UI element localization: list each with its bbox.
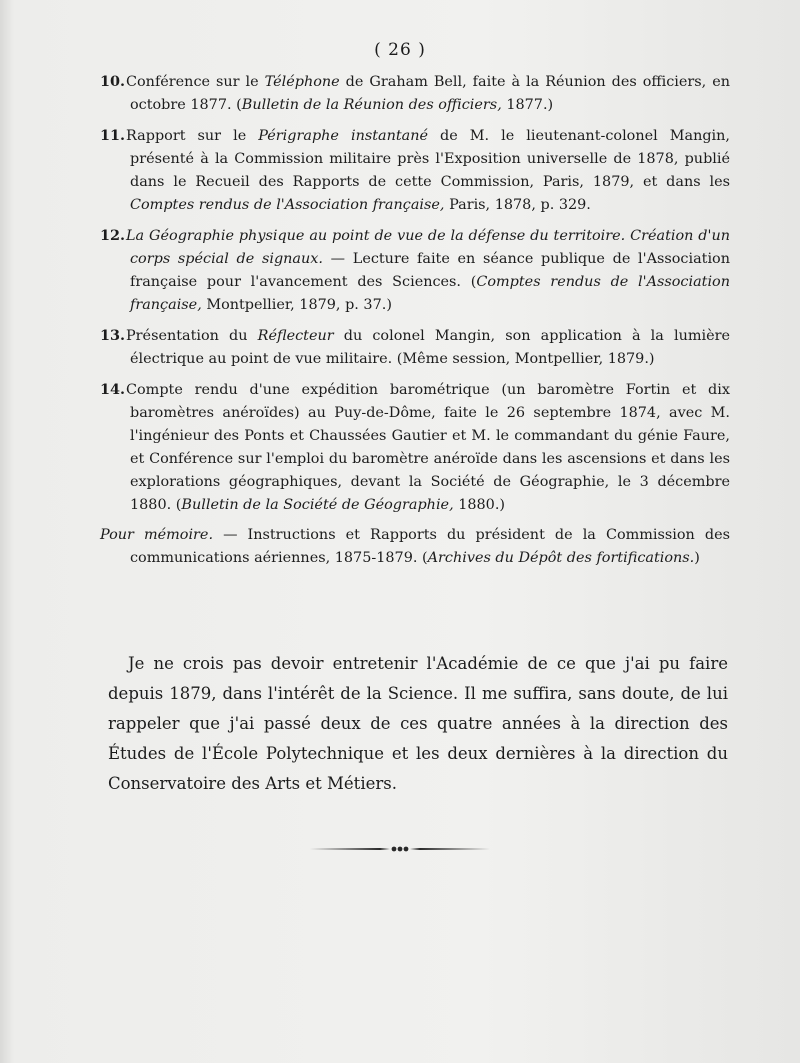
entry-number: 12. [100,227,126,244]
memo-entry: Pour mémoire. — Instructions et Rapports du président de la Commission des communications aériennes, 1875-1879. (Archives du Dépôt des fortifications.) [100,527,730,566]
entry-10: 10.Conférence sur le Téléphone de Graham Bell, faite à la Réunion des officiers, en octobre 1877. (Bulletin de la Réunion des officiers, 1877.) [100,70,730,117]
bibliography-list [100,70,730,577]
entry-number: 13. [100,327,126,344]
entry-13: 13.Présentation du Réflecteur du colonel Mangin, son application à la lumière électrique au point de vue militaire. (Même session, Montpellier, 1879.) [100,324,730,371]
entry-number: 11. [100,127,126,144]
memo-label: Pour mémoire. [100,527,214,543]
entry-11: 11.Rapport sur le Périgraphe instantané de M. le lieutenant-colonel Mangin, présenté à la Commission militaire près l'Exposition universelle de 1878, publié dans le Recueil des Rapports de cette Commission, Paris, 1879, et dans les Comptes rendus de l'Association française, Paris, 1878, p. 329. [100,124,730,217]
entry-12: 12.La Géographie physique au point de vue de la défense du territoire. Création d'un corps spécial de signaux. — Lecture faite en séance publique de l'Association française pour l'avancement des Sciences. (Comptes rendus de l'Association française, Montpellier, 1879, p. 37.) [100,224,730,317]
closing-paragraph: Je ne crois pas devoir entretenir l'Académie de ce que j'ai pu faire depuis 1879, dans l'intérêt de la Science. Il me suffira, sans doute, de lui rappeler que j'ai passé deux de ces quatre années à la direction des Études de l'École Polytechnique et les deux dernières à la direction du Conservatoire des Arts et Métiers. [108,653,728,793]
entry-number: 10. [100,73,126,90]
entry-14: 14.Compte rendu d'une expédition barométrique (un baromètre Fortin et dix baromètres anéroïdes) au Puy-de-Dôme, faite le 26 septembre 1874, avec M. l'ingénieur des Ponts et Chaussées Gautier et M. le commandant du génie Faure, et Conférence sur l'emploi du baromètre anéroïde dans les ascensions et dans les explorations géographiques, devant la Société de Géographie, le 3 décembre 1880. (Bulletin de la Société de Géographie, 1880.) [100,378,730,517]
ornamental-rule-icon [310,843,490,855]
page-number: ( 26 ) [374,40,426,60]
entry-number: 14. [100,381,126,398]
